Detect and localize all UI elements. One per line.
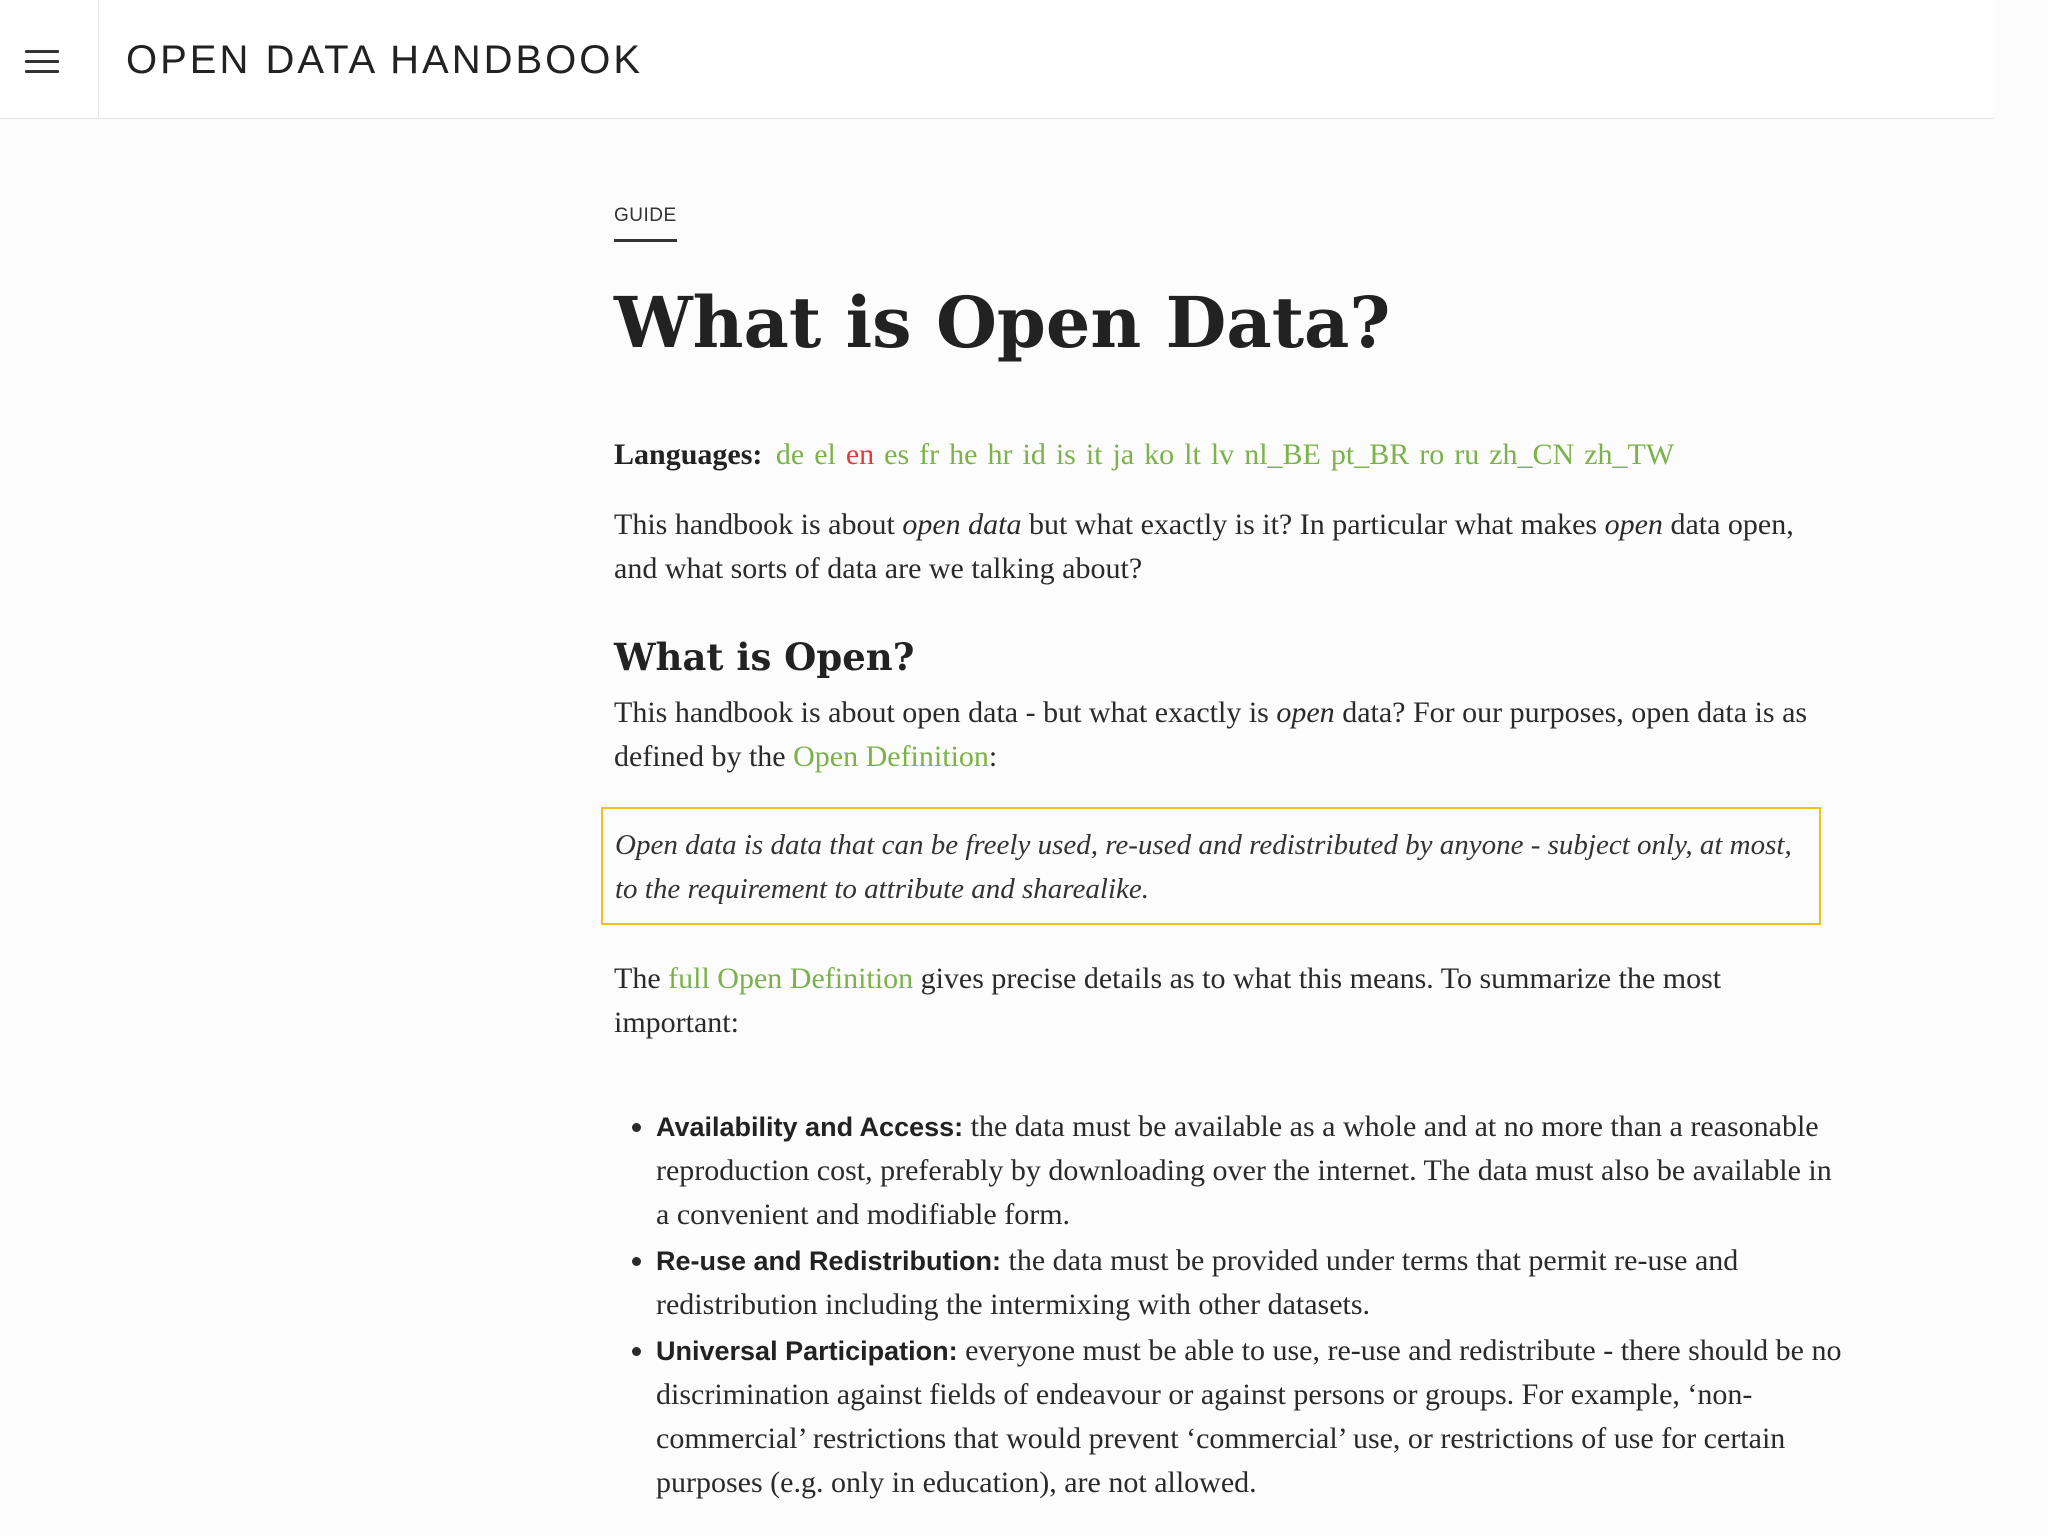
- list-item-title: Re-use and Redistribution:: [656, 1246, 1002, 1276]
- language-link-is[interactable]: is: [1055, 438, 1076, 471]
- list-item-text: the data must be provided under terms that permit re-use and redistribution including the intermixing with other datasets.: [656, 1244, 1739, 1321]
- language-link-ko[interactable]: ko: [1144, 438, 1175, 471]
- article: [614, 205, 1844, 1507]
- definition-paragraph: [614, 691, 1844, 779]
- language-link-ro[interactable]: ro: [1419, 438, 1445, 471]
- language-link-zh-tw[interactable]: zh_TW: [1584, 438, 1675, 471]
- language-link-id[interactable]: id: [1022, 438, 1046, 471]
- intro-emphasis: open: [1604, 508, 1663, 541]
- paragraph-emphasis: open: [1276, 696, 1335, 729]
- intro-text: data open, and what sorts of data are we talking about?: [614, 508, 1794, 585]
- intro-paragraph: [614, 503, 1844, 591]
- section-heading: What is Open?: [614, 635, 915, 679]
- site-title-link[interactable]: OPEN DATA HANDBOOK: [126, 38, 644, 82]
- principles-list: [614, 1105, 1844, 1505]
- top-bar: [0, 0, 1995, 119]
- list-item: [656, 1239, 1844, 1327]
- paragraph-text: :: [988, 740, 998, 773]
- language-link-pt-br[interactable]: pt_BR: [1330, 438, 1410, 471]
- language-link-ja[interactable]: ja: [1112, 438, 1135, 471]
- intro-emphasis: open data: [902, 508, 1022, 541]
- section-kicker: GUIDE: [614, 205, 677, 242]
- paragraph-text: The: [614, 962, 669, 995]
- language-link-hr[interactable]: hr: [987, 438, 1013, 471]
- language-selector: [614, 433, 1844, 477]
- language-link-en[interactable]: en: [845, 438, 875, 471]
- language-list: [776, 438, 1684, 471]
- language-link-lt[interactable]: lt: [1184, 438, 1201, 471]
- list-item-text: everyone must be able to use, re-use and redistribute - there should be no discrimination against fields of endeavour or against persons or groups. For example, ‘non-commercial’ restrictions that would prevent ‘commercial’ use, or restrictions of use for certain purposes (e.g. only in education), are not allowed.: [656, 1334, 1842, 1499]
- language-link-es[interactable]: es: [884, 438, 910, 471]
- open-definition-link[interactable]: Open Definition: [793, 740, 989, 773]
- language-link-lv[interactable]: lv: [1210, 438, 1235, 471]
- language-link-el[interactable]: el: [814, 438, 836, 471]
- language-link-zh-cn[interactable]: zh_CN: [1489, 438, 1575, 471]
- paragraph-text: data? For our purposes, open data is as defined by the: [614, 696, 1808, 773]
- list-item-title: Availability and Access:: [656, 1112, 964, 1142]
- language-link-nl-be[interactable]: nl_BE: [1244, 438, 1321, 471]
- language-link-it[interactable]: it: [1085, 438, 1103, 471]
- summary-paragraph: [614, 957, 1844, 1045]
- list-item-text: the data must be available as a whole and at no more than a reasonable reproduction cost, preferably by downloading over the internet. The data must also be available in a convenient and modifiable form.: [656, 1110, 1832, 1231]
- language-link-de[interactable]: de: [775, 438, 805, 471]
- hamburger-menu-button[interactable]: [0, 0, 99, 118]
- language-link-ru[interactable]: ru: [1454, 438, 1480, 471]
- paragraph-text: gives precise details as to what this means. To summarize the most important:: [614, 962, 1722, 1039]
- list-item-title: Universal Participation:: [656, 1336, 958, 1366]
- page-title: What is Open Data?: [614, 281, 1391, 364]
- list-item: [656, 1329, 1844, 1505]
- definition-quote: Open data is data that can be freely used, re-used and redistributed by anyone - subject only, at most, to the requirement to attribute and sharealike.: [601, 807, 1821, 925]
- paragraph-text: This handbook is about open data - but what exactly is: [614, 696, 1277, 729]
- intro-text: This handbook is about: [614, 508, 903, 541]
- language-link-fr[interactable]: fr: [919, 438, 940, 471]
- languages-label: Languages:: [614, 438, 763, 471]
- full-open-definition-link[interactable]: full Open Definition: [668, 962, 914, 995]
- intro-text: but what exactly is it? In particular what makes: [1021, 508, 1605, 541]
- list-item: [656, 1105, 1844, 1237]
- language-link-he[interactable]: he: [949, 438, 978, 471]
